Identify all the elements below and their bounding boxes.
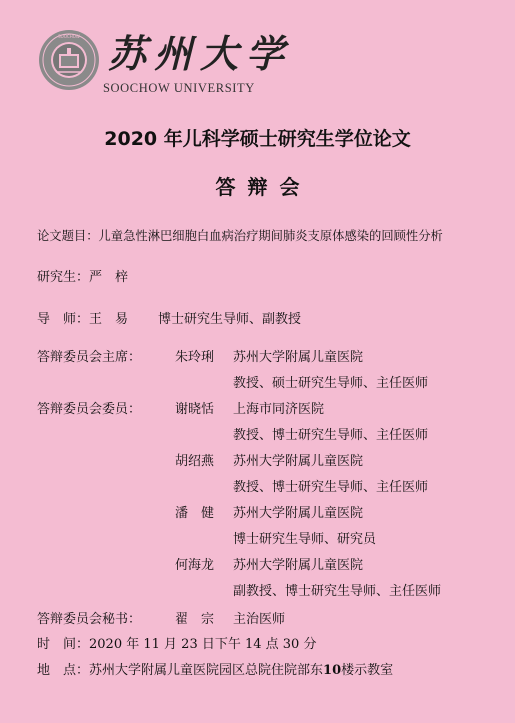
committee-info: 教授、硕士研究生导师、主任医师 [233,376,429,391]
committee-person: 潘 健 [175,506,215,521]
secretary-name: 翟 宗 [175,612,215,627]
committee-info: 博士研究生导师、研究员 [233,532,377,547]
place-value-prefix: 苏州大学附属儿童医院园区总院住院部东 [89,663,324,678]
university-name-cn: 苏州大学 [108,31,293,76]
committee-row [37,505,497,531]
place-label: 地 点： [37,663,90,678]
page-subtitle: 答辩会 [215,175,312,199]
committee-row [37,479,497,505]
thesis-label: 论文题目： [37,229,99,243]
committee-person: 胡绍燕 [175,454,215,469]
student-name: 严 梓 [89,270,129,285]
committee-row [37,557,497,583]
committee-person: 何海龙 [175,558,215,573]
committee-info: 苏州大学附属儿童医院 [233,350,364,365]
thesis-line [37,227,443,245]
time-line [37,636,316,654]
committee-row [37,531,497,557]
committee-row [37,375,497,401]
advisor-title: 博士研究生导师、副教授 [158,312,302,327]
thesis-title: 儿童急性淋巴细胞白血病治疗期间肺炎支原体感染的回顾性分析 [98,229,443,243]
svg-text:SOOCHOW: SOOCHOW [58,34,80,39]
committee-role: 答辩委员会委员： [37,402,142,417]
committee-list [37,349,497,609]
advisor-name: 王 易 [89,312,129,327]
secretary-label: 答辩委员会秘书： [37,612,142,627]
committee-row [37,349,497,375]
committee-info: 苏州大学附属儿童医院 [233,558,364,573]
committee-row [37,583,497,609]
committee-info: 教授、博士研究生导师、主任医师 [233,480,429,495]
committee-info: 上海市同济医院 [233,402,325,417]
committee-info: 教授、博士研究生导师、主任医师 [233,428,429,443]
secretary-line [37,611,497,629]
place-line [37,662,393,680]
committee-person: 谢晓恬 [175,402,215,417]
student-line [37,269,128,287]
student-label: 研究生： [37,270,90,285]
committee-person: 朱玲琍 [175,350,215,365]
time-label: 时 间： [37,637,90,652]
committee-info: 副教授、博士研究生导师、主任医师 [233,584,442,599]
page-title: 2020 年儿科学硕士研究生学位论文 [104,128,411,150]
advisor-label: 导 师： [37,312,90,327]
university-seal-icon [37,28,101,92]
time-value: 2020 年 11 月 23 日下午 14 点 30 分 [89,637,317,652]
place-floor-number: 10 [323,663,342,678]
committee-role: 答辩委员会主席： [37,350,142,365]
committee-row [37,427,497,453]
advisor-line [37,311,301,329]
committee-info: 苏州大学附属儿童医院 [233,454,364,469]
committee-info: 苏州大学附属儿童医院 [233,506,364,521]
secretary-title: 主治医师 [233,612,286,627]
place-value-suffix: 楼示教室 [341,663,394,678]
committee-row [37,453,497,479]
university-name-en: SOOCHOW UNIVERSITY [103,81,255,95]
committee-row [37,401,497,427]
